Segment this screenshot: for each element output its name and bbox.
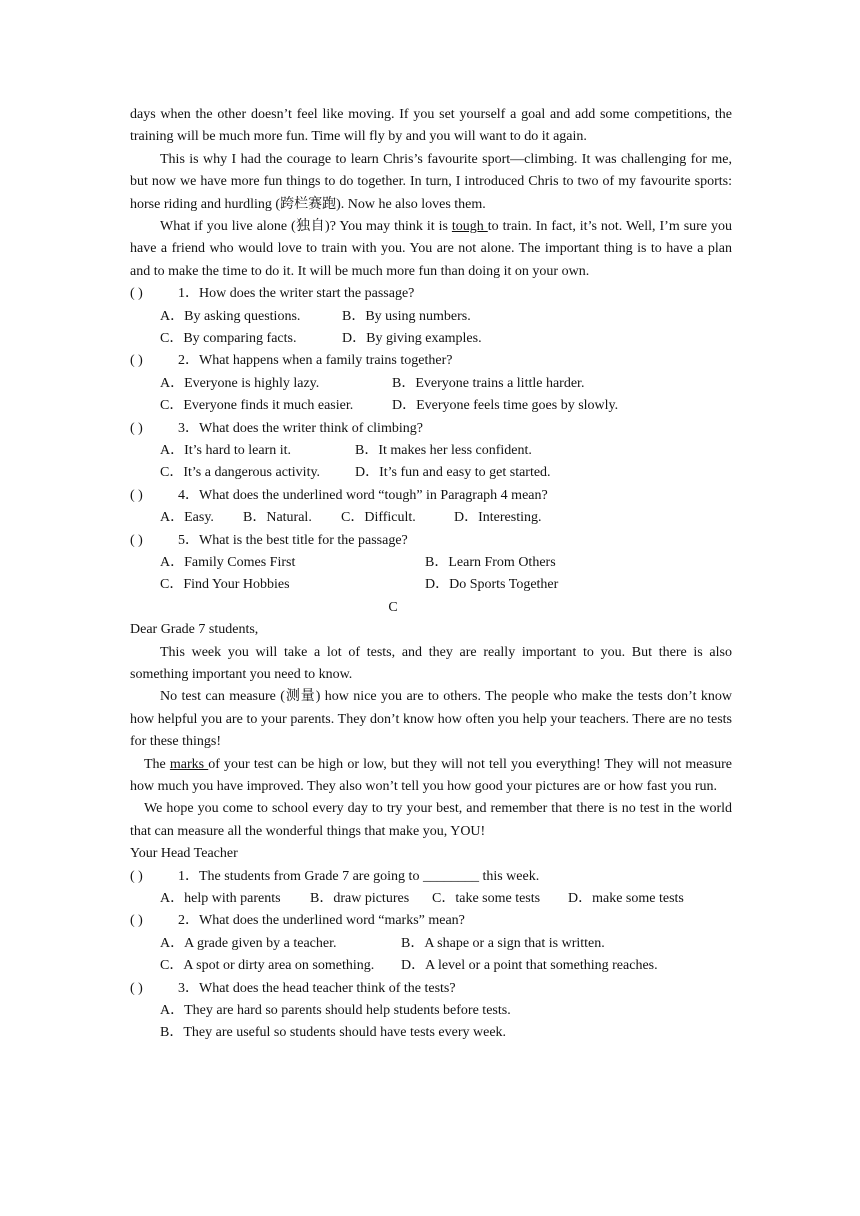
option: A．Everyone is highly lazy. bbox=[160, 375, 320, 391]
options-row bbox=[130, 574, 732, 596]
option: D．Everyone feels time goes by slowly. bbox=[392, 398, 619, 414]
answer-blank[interactable]: ( ) bbox=[130, 532, 143, 548]
letter-greeting: Dear Grade 7 students, bbox=[130, 622, 259, 638]
paragraph: This is why I had the courage to learn Chris’s favourite sport—climbing. It was challenging for me, but now we have more fun things to do together. In turn, I introduced Chris to two of my favourite sports: horse riding and hurdling (跨栏赛跑). Now he also loves them. bbox=[130, 151, 732, 212]
option: C．By comparing facts. bbox=[160, 331, 297, 347]
options-row bbox=[130, 507, 732, 529]
option: A．Family Comes First bbox=[160, 555, 296, 571]
answer-blank[interactable]: ( ) bbox=[130, 913, 143, 929]
option: D．It’s fun and easy to get started. bbox=[355, 465, 551, 481]
options-row bbox=[130, 955, 732, 977]
options-row bbox=[130, 306, 732, 328]
letter-signature: Your Head Teacher bbox=[130, 846, 238, 862]
option: B．Natural. bbox=[243, 510, 312, 526]
answer-blank[interactable]: ( ) bbox=[130, 420, 143, 436]
question: ( ) 2． What does the underlined word “marks” mean? bbox=[130, 910, 732, 932]
answer-blank[interactable]: ( ) bbox=[130, 868, 143, 884]
option: B．draw pictures bbox=[310, 891, 410, 907]
section-heading: C bbox=[388, 599, 398, 615]
question: ( ) 4． What does the underlined word “tough” in Paragraph 4 mean? bbox=[130, 485, 732, 507]
option: A．It’s hard to learn it. bbox=[160, 443, 292, 459]
option: B．By using numbers. bbox=[342, 308, 471, 324]
options-row bbox=[130, 440, 732, 462]
option: D．By giving examples. bbox=[342, 331, 482, 347]
option: D．make some tests bbox=[568, 891, 684, 907]
option: C．Everyone finds it much easier. bbox=[160, 398, 354, 414]
answer-blank[interactable]: ( ) bbox=[130, 487, 143, 503]
options-row bbox=[130, 933, 732, 955]
options-row bbox=[130, 888, 732, 910]
options-row bbox=[130, 328, 732, 350]
paragraph: No test can measure (测量) how nice you are to others. The people who make the tests don’t know how helpful you are to your parents. They don’t know how often you help your teachers. There are no tests for these things! bbox=[130, 689, 732, 750]
question: ( ) 5． What is the best title for the passage? bbox=[130, 530, 732, 552]
options-row bbox=[130, 395, 732, 417]
paragraph: days when the other doesn’t feel like moving. If you set yourself a goal and add some competitions, the training will be much more fun. Time will fly by and you will want to do it again. bbox=[130, 107, 732, 145]
worksheet-page bbox=[130, 104, 732, 1045]
paragraph: What if you live alone (独自)? You may think it is tough to train. In fact, it’s not. Well, I’m sure you have a friend who would love to train with you. You are not alone. The important thing is to have a plan and to make the time to do it. It will be much more fun than doing it on your own. bbox=[130, 219, 732, 279]
answer-blank[interactable]: ( ) bbox=[130, 286, 143, 302]
option: A．A grade given by a teacher. bbox=[160, 935, 337, 951]
option: A．Easy. bbox=[160, 510, 214, 526]
question: ( ) 1． How does the writer start the passage? bbox=[130, 283, 732, 305]
question: ( ) 3． What does the writer think of climbing? bbox=[130, 418, 732, 440]
question: ( ) 3． What does the head teacher think of the tests? bbox=[130, 978, 732, 1000]
option: C．Find Your Hobbies bbox=[160, 577, 290, 593]
paragraph: This week you will take a lot of tests, and they are really important to you. But there is also something important you need to know. bbox=[130, 644, 732, 683]
option: A．help with parents bbox=[160, 891, 281, 907]
question: ( ) 2． What happens when a family trains together? bbox=[130, 350, 732, 372]
answer-blank[interactable]: ( ) bbox=[130, 353, 143, 369]
option: D．Do Sports Together bbox=[425, 577, 559, 593]
options-row bbox=[130, 1022, 732, 1044]
paragraph: We hope you come to school every day to try your best, and remember that there is no test in the world that can measure all the wonderful things that make you, YOU! bbox=[130, 801, 732, 839]
options-row bbox=[130, 462, 732, 484]
option: D．Interesting. bbox=[454, 510, 542, 526]
option: A．By asking questions. bbox=[160, 308, 301, 324]
options-row bbox=[130, 552, 732, 574]
underlined-word-marks: marks bbox=[169, 756, 209, 772]
option: C．It’s a dangerous activity. bbox=[160, 465, 321, 481]
option: D．A level or a point that something reaches. bbox=[401, 958, 658, 974]
option: A．They are hard so parents should help students before tests. bbox=[160, 1003, 511, 1019]
option: B．They are useful so students should have tests every week. bbox=[160, 1025, 507, 1041]
option: C．A spot or dirty area on something. bbox=[160, 958, 375, 974]
option: C．take some tests bbox=[432, 891, 541, 907]
option: C．Difficult. bbox=[341, 510, 416, 526]
options-row bbox=[130, 373, 732, 395]
question: ( ) 1． The students from Grade 7 are going to ________ this week. bbox=[130, 866, 732, 888]
option: B．Learn From Others bbox=[425, 555, 556, 571]
option: B．It makes her less confident. bbox=[355, 443, 532, 459]
option: B．A shape or a sign that is written. bbox=[401, 935, 605, 951]
options-row bbox=[130, 1000, 732, 1022]
paragraph: The marks of your test can be high or low, but they will not tell you everything! They will not measure how much you have improved. They also won’t tell you how good your pictures are or how fast you run. bbox=[130, 756, 733, 795]
answer-blank[interactable]: ( ) bbox=[130, 980, 143, 996]
underlined-word-tough: tough bbox=[451, 219, 488, 235]
option: B．Everyone trains a little harder. bbox=[392, 375, 585, 391]
